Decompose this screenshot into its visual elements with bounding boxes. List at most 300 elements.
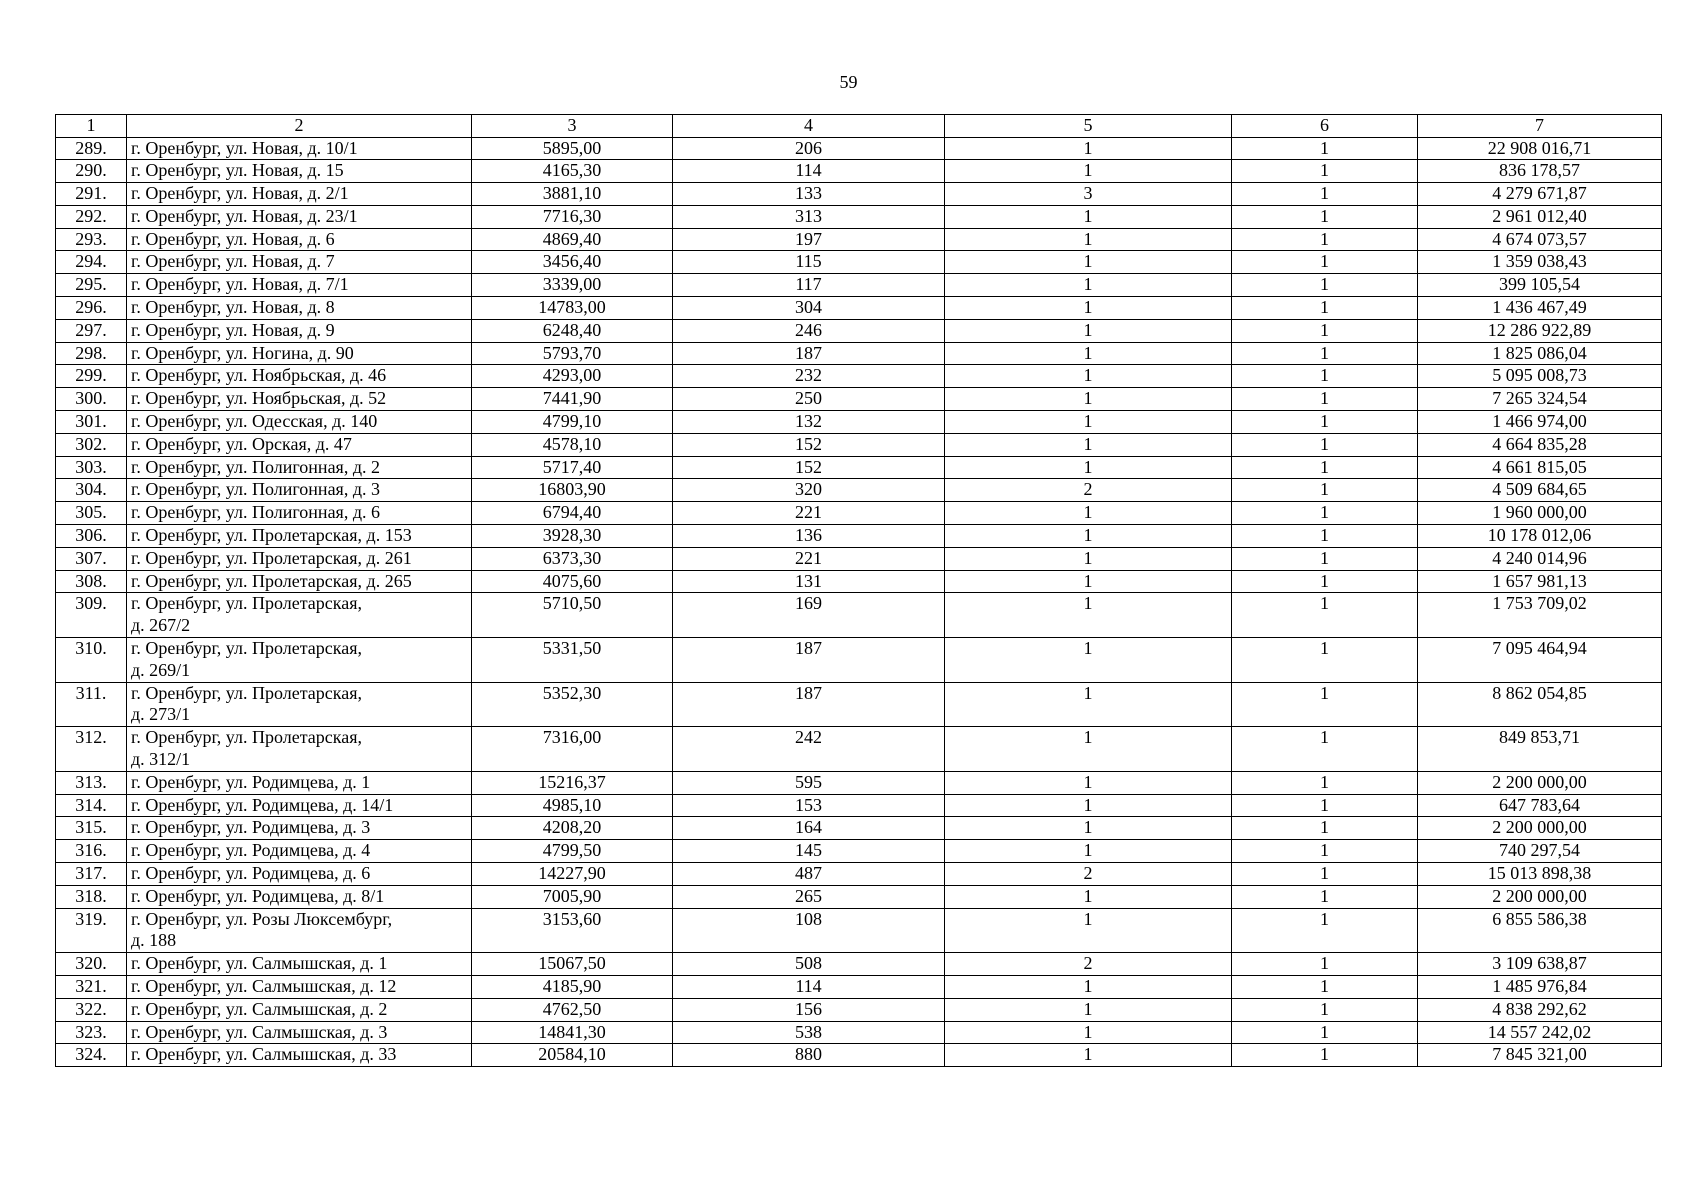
col7-value: 7 265 324,54 (1418, 388, 1662, 411)
col3-value: 4293,00 (472, 365, 673, 388)
col5-value: 2 (945, 953, 1232, 976)
col5-value: 1 (945, 975, 1232, 998)
col7-value: 8 862 054,85 (1418, 682, 1662, 727)
col5-value: 1 (945, 727, 1232, 772)
address-cell (127, 502, 472, 525)
address-line: г. Оренбург, ул. Родимцева, д. 3 (131, 817, 371, 838)
row-number: 314. (56, 794, 127, 817)
col4-value: 133 (673, 183, 945, 206)
table-row (56, 411, 1662, 434)
col3-value: 14783,00 (472, 297, 673, 320)
col7-value: 836 178,57 (1418, 160, 1662, 183)
row-number: 299. (56, 365, 127, 388)
row-number: 323. (56, 1021, 127, 1044)
row-number: 317. (56, 863, 127, 886)
col3-value: 3456,40 (472, 251, 673, 274)
col3-value: 14841,30 (472, 1021, 673, 1044)
col3-value: 3153,60 (472, 908, 673, 953)
address-line: г. Оренбург, ул. Ноябрьская, д. 46 (131, 365, 387, 386)
row-number: 303. (56, 456, 127, 479)
col5-value: 1 (945, 998, 1232, 1021)
col3-value: 4075,60 (472, 570, 673, 593)
col5-value: 1 (945, 885, 1232, 908)
col4-value: 595 (673, 771, 945, 794)
col7-value: 15 013 898,38 (1418, 863, 1662, 886)
col4-value: 117 (673, 274, 945, 297)
col3-value: 7441,90 (472, 388, 673, 411)
registry-table (55, 114, 1662, 1067)
col6-value: 1 (1232, 456, 1418, 479)
address-cell (127, 593, 472, 638)
col4-value: 164 (673, 817, 945, 840)
col7-value: 740 297,54 (1418, 840, 1662, 863)
table-row (56, 771, 1662, 794)
col6-value: 1 (1232, 479, 1418, 502)
col6-value: 1 (1232, 727, 1418, 772)
col5-value: 1 (945, 160, 1232, 183)
row-number: 304. (56, 479, 127, 502)
col6-value: 1 (1232, 908, 1418, 953)
col7-value: 2 961 012,40 (1418, 205, 1662, 228)
col4-value: 114 (673, 975, 945, 998)
address-line: г. Оренбург, ул. Полигонная, д. 6 (131, 502, 380, 523)
table-header (56, 115, 1662, 138)
col5-value: 1 (945, 1044, 1232, 1067)
header-col-7: 7 (1418, 115, 1662, 138)
row-number: 315. (56, 817, 127, 840)
address-line: г. Оренбург, ул. Новая, д. 8 (131, 297, 335, 318)
address-line: г. Оренбург, ул. Одесская, д. 140 (131, 411, 378, 432)
table-row (56, 388, 1662, 411)
table-row (56, 160, 1662, 183)
row-number: 320. (56, 953, 127, 976)
col5-value: 1 (945, 342, 1232, 365)
row-number: 289. (56, 137, 127, 160)
address-line: г. Оренбург, ул. Новая, д. 6 (131, 228, 335, 249)
col7-value: 7 845 321,00 (1418, 1044, 1662, 1067)
row-number: 309. (56, 593, 127, 638)
col3-value: 3881,10 (472, 183, 673, 206)
col7-value: 4 509 684,65 (1418, 479, 1662, 502)
row-number: 291. (56, 183, 127, 206)
address-line: г. Оренбург, ул. Салмышская, д. 12 (131, 975, 397, 996)
address-cell (127, 365, 472, 388)
col6-value: 1 (1232, 547, 1418, 570)
col6-value: 1 (1232, 975, 1418, 998)
col5-value: 1 (945, 228, 1232, 251)
col3-value: 20584,10 (472, 1044, 673, 1067)
col5-value: 1 (945, 274, 1232, 297)
col7-value: 1 485 976,84 (1418, 975, 1662, 998)
col5-value: 1 (945, 908, 1232, 953)
table-body (56, 137, 1662, 1067)
address-line: г. Оренбург, ул. Пролетарская, д. 153 (131, 525, 412, 546)
col3-value: 5717,40 (472, 456, 673, 479)
address-cell (127, 479, 472, 502)
table-row (56, 570, 1662, 593)
col6-value: 1 (1232, 771, 1418, 794)
col6-value: 1 (1232, 953, 1418, 976)
address-cell (127, 840, 472, 863)
col3-value: 15067,50 (472, 953, 673, 976)
col3-value: 6248,40 (472, 319, 673, 342)
col4-value: 152 (673, 433, 945, 456)
address-cell (127, 160, 472, 183)
address-line: г. Оренбург, ул. Родимцева, д. 6 (131, 863, 371, 883)
row-number: 294. (56, 251, 127, 274)
table-row (56, 456, 1662, 479)
col6-value: 1 (1232, 433, 1418, 456)
address-line-continued: д. 188 (131, 930, 177, 951)
col4-value: 187 (673, 682, 945, 727)
row-number: 292. (56, 205, 127, 228)
col4-value: 187 (673, 342, 945, 365)
col5-value: 1 (945, 682, 1232, 727)
header-col-5: 5 (945, 115, 1232, 138)
col3-value: 4985,10 (472, 794, 673, 817)
table-row (56, 525, 1662, 548)
address-line: г. Оренбург, ул. Родимцева, д. 14/1 (131, 794, 394, 815)
address-line: г. Оренбург, ул. Новая, д. 9 (131, 319, 335, 340)
address-line: г. Оренбург, ул. Ногина, д. 90 (131, 342, 354, 363)
address-line: г. Оренбург, ул. Пролетарская, д. 265 (131, 570, 412, 591)
col7-value: 4 674 073,57 (1418, 228, 1662, 251)
col7-value: 1 436 467,49 (1418, 297, 1662, 320)
col6-value: 1 (1232, 570, 1418, 593)
col4-value: 114 (673, 160, 945, 183)
col4-value: 187 (673, 638, 945, 683)
col5-value: 1 (945, 297, 1232, 320)
address-cell (127, 817, 472, 840)
address-line: г. Оренбург, ул. Новая, д. 23/1 (131, 205, 358, 226)
address-cell (127, 975, 472, 998)
address-cell (127, 863, 472, 886)
address-line: г. Оренбург, ул. Пролетарская, (131, 638, 363, 659)
col4-value: 153 (673, 794, 945, 817)
address-line-continued: д. 267/2 (131, 615, 191, 636)
col7-value: 399 105,54 (1418, 274, 1662, 297)
col6-value: 1 (1232, 411, 1418, 434)
address-cell (127, 638, 472, 683)
col7-value: 12 286 922,89 (1418, 319, 1662, 342)
col3-value: 4869,40 (472, 228, 673, 251)
table-row (56, 817, 1662, 840)
table-row (56, 479, 1662, 502)
col3-value: 3339,00 (472, 274, 673, 297)
col4-value: 232 (673, 365, 945, 388)
table-row (56, 908, 1662, 953)
row-number: 295. (56, 274, 127, 297)
header-col-6: 6 (1232, 115, 1418, 138)
col5-value: 1 (945, 388, 1232, 411)
col3-value: 4185,90 (472, 975, 673, 998)
col4-value: 169 (673, 593, 945, 638)
row-number: 290. (56, 160, 127, 183)
col7-value: 4 838 292,62 (1418, 998, 1662, 1021)
address-cell (127, 998, 472, 1021)
row-number: 305. (56, 502, 127, 525)
col3-value: 7716,30 (472, 205, 673, 228)
col3-value: 3928,30 (472, 525, 673, 548)
col5-value: 1 (945, 365, 1232, 388)
address-cell (127, 547, 472, 570)
col3-value: 6373,30 (472, 547, 673, 570)
col7-value: 1 753 709,02 (1418, 593, 1662, 638)
col7-value: 5 095 008,73 (1418, 365, 1662, 388)
table-row (56, 727, 1662, 772)
col4-value: 487 (673, 863, 945, 886)
table-row (56, 183, 1662, 206)
col3-value: 5793,70 (472, 342, 673, 365)
col5-value: 2 (945, 863, 1232, 886)
row-number: 293. (56, 228, 127, 251)
col5-value: 1 (945, 433, 1232, 456)
table-row (56, 205, 1662, 228)
address-cell (127, 908, 472, 953)
address-cell (127, 456, 472, 479)
col4-value: 246 (673, 319, 945, 342)
address-line-continued: д. 312/1 (131, 749, 191, 770)
col5-value: 1 (945, 319, 1232, 342)
row-number: 302. (56, 433, 127, 456)
col5-value: 1 (945, 205, 1232, 228)
col4-value: 242 (673, 727, 945, 772)
row-number: 306. (56, 525, 127, 548)
table-row (56, 547, 1662, 570)
address-line: г. Оренбург, ул. Салмышская, д. 33 (131, 1044, 397, 1065)
table-row (56, 794, 1662, 817)
col5-value: 1 (945, 456, 1232, 479)
col7-value: 10 178 012,06 (1418, 525, 1662, 548)
address-line: г. Оренбург, ул. Розы Люксембург, (131, 908, 393, 929)
col7-value: 2 200 000,00 (1418, 771, 1662, 794)
col6-value: 1 (1232, 638, 1418, 683)
col6-value: 1 (1232, 593, 1418, 638)
table-row (56, 1021, 1662, 1044)
address-line: г. Оренбург, ул. Новая, д. 7 (131, 251, 335, 272)
col6-value: 1 (1232, 137, 1418, 160)
col3-value: 5710,50 (472, 593, 673, 638)
header-col-3: 3 (472, 115, 673, 138)
address-cell (127, 319, 472, 342)
row-number: 316. (56, 840, 127, 863)
row-number: 312. (56, 727, 127, 772)
col6-value: 1 (1232, 1021, 1418, 1044)
col4-value: 250 (673, 388, 945, 411)
col5-value: 1 (945, 771, 1232, 794)
address-line: г. Оренбург, ул. Ноябрьская, д. 52 (131, 388, 387, 409)
table-row (56, 342, 1662, 365)
col7-value: 2 200 000,00 (1418, 817, 1662, 840)
col7-value: 7 095 464,94 (1418, 638, 1662, 683)
address-cell (127, 411, 472, 434)
address-cell (127, 433, 472, 456)
address-cell (127, 183, 472, 206)
table-row (56, 638, 1662, 683)
address-cell (127, 228, 472, 251)
table-row (56, 297, 1662, 320)
row-number: 313. (56, 771, 127, 794)
col3-value: 4165,30 (472, 160, 673, 183)
col4-value: 313 (673, 205, 945, 228)
table-row (56, 863, 1662, 886)
col3-value: 4578,10 (472, 433, 673, 456)
table-row (56, 319, 1662, 342)
col3-value: 7005,90 (472, 885, 673, 908)
col7-value: 4 664 835,28 (1418, 433, 1662, 456)
col7-value: 4 279 671,87 (1418, 183, 1662, 206)
address-cell (127, 205, 472, 228)
col3-value: 5331,50 (472, 638, 673, 683)
col6-value: 1 (1232, 682, 1418, 727)
col5-value: 1 (945, 502, 1232, 525)
address-line: г. Оренбург, ул. Новая, д. 7/1 (131, 274, 349, 295)
col7-value: 3 109 638,87 (1418, 953, 1662, 976)
table-row (56, 998, 1662, 1021)
address-cell (127, 682, 472, 727)
col7-value: 1 657 981,13 (1418, 570, 1662, 593)
col7-value: 4 240 014,96 (1418, 547, 1662, 570)
row-number: 298. (56, 342, 127, 365)
address-cell (127, 274, 472, 297)
address-cell (127, 771, 472, 794)
col7-value: 647 783,64 (1418, 794, 1662, 817)
row-number: 297. (56, 319, 127, 342)
col6-value: 1 (1232, 840, 1418, 863)
row-number: 301. (56, 411, 127, 434)
col4-value: 508 (673, 953, 945, 976)
col7-value: 1 825 086,04 (1418, 342, 1662, 365)
address-line: г. Оренбург, ул. Салмышская, д. 2 (131, 998, 388, 1019)
col5-value: 3 (945, 183, 1232, 206)
header-col-4: 4 (673, 115, 945, 138)
col3-value: 4799,10 (472, 411, 673, 434)
table-row (56, 228, 1662, 251)
row-number: 311. (56, 682, 127, 727)
table-row (56, 274, 1662, 297)
col4-value: 156 (673, 998, 945, 1021)
address-cell (127, 342, 472, 365)
col4-value: 152 (673, 456, 945, 479)
address-cell (127, 525, 472, 548)
address-line: г. Оренбург, ул. Родимцева, д. 1 (131, 771, 371, 792)
address-line: г. Оренбург, ул. Салмышская, д. 1 (131, 953, 388, 974)
col6-value: 1 (1232, 365, 1418, 388)
address-line: г. Оренбург, ул. Полигонная, д. 2 (131, 456, 380, 477)
col3-value: 4762,50 (472, 998, 673, 1021)
address-line: г. Оренбург, ул. Новая, д. 15 (131, 160, 344, 181)
address-cell (127, 297, 472, 320)
col7-value: 1 960 000,00 (1418, 502, 1662, 525)
address-line: г. Оренбург, ул. Новая, д. 2/1 (131, 183, 349, 204)
row-number: 324. (56, 1044, 127, 1067)
col6-value: 1 (1232, 1044, 1418, 1067)
table-row (56, 502, 1662, 525)
col3-value: 16803,90 (472, 479, 673, 502)
col3-value: 4799,50 (472, 840, 673, 863)
row-number: 307. (56, 547, 127, 570)
col6-value: 1 (1232, 863, 1418, 886)
address-cell (127, 794, 472, 817)
col4-value: 131 (673, 570, 945, 593)
row-number: 310. (56, 638, 127, 683)
address-line: г. Оренбург, ул. Пролетарская, д. 261 (131, 547, 412, 568)
table-row (56, 953, 1662, 976)
col5-value: 1 (945, 1021, 1232, 1044)
address-cell (127, 1021, 472, 1044)
col4-value: 136 (673, 525, 945, 548)
col3-value: 5352,30 (472, 682, 673, 727)
address-line: г. Оренбург, ул. Пролетарская, (131, 727, 363, 748)
col5-value: 1 (945, 593, 1232, 638)
header-col-2: 2 (127, 115, 472, 138)
col4-value: 206 (673, 137, 945, 160)
col3-value: 15216,37 (472, 771, 673, 794)
col5-value: 1 (945, 525, 1232, 548)
col7-value: 22 908 016,71 (1418, 137, 1662, 160)
col7-value: 2 200 000,00 (1418, 885, 1662, 908)
address-line: г. Оренбург, ул. Орская, д. 47 (131, 433, 352, 454)
header-col-1: 1 (56, 115, 127, 138)
col3-value: 4208,20 (472, 817, 673, 840)
row-number: 296. (56, 297, 127, 320)
col3-value: 7316,00 (472, 727, 673, 772)
address-line: г. Оренбург, ул. Новая, д. 10/1 (131, 137, 358, 158)
col7-value: 849 853,71 (1418, 727, 1662, 772)
col4-value: 145 (673, 840, 945, 863)
table-row (56, 885, 1662, 908)
col6-value: 1 (1232, 342, 1418, 365)
address-cell (127, 953, 472, 976)
col6-value: 1 (1232, 817, 1418, 840)
col4-value: 197 (673, 228, 945, 251)
col7-value: 6 855 586,38 (1418, 908, 1662, 953)
address-line-continued: д. 273/1 (131, 704, 191, 725)
col4-value: 132 (673, 411, 945, 434)
col6-value: 1 (1232, 998, 1418, 1021)
address-cell (127, 570, 472, 593)
address-cell (127, 137, 472, 160)
col6-value: 1 (1232, 525, 1418, 548)
table-row (56, 433, 1662, 456)
col6-value: 1 (1232, 228, 1418, 251)
table-row (56, 365, 1662, 388)
address-cell (127, 885, 472, 908)
col4-value: 304 (673, 297, 945, 320)
col6-value: 1 (1232, 274, 1418, 297)
table-row (56, 137, 1662, 160)
col5-value: 1 (945, 817, 1232, 840)
col6-value: 1 (1232, 319, 1418, 342)
col4-value: 115 (673, 251, 945, 274)
table-row (56, 840, 1662, 863)
col7-value: 14 557 242,02 (1418, 1021, 1662, 1044)
col6-value: 1 (1232, 794, 1418, 817)
col7-value: 4 661 815,05 (1418, 456, 1662, 479)
row-number: 308. (56, 570, 127, 593)
address-cell (127, 727, 472, 772)
col5-value: 2 (945, 479, 1232, 502)
address-line: г. Оренбург, ул. Полигонная, д. 3 (131, 479, 380, 500)
col3-value: 6794,40 (472, 502, 673, 525)
col4-value: 108 (673, 908, 945, 953)
col6-value: 1 (1232, 183, 1418, 206)
address-cell (127, 1044, 472, 1067)
header-row (56, 115, 1662, 138)
row-number: 322. (56, 998, 127, 1021)
col6-value: 1 (1232, 388, 1418, 411)
address-cell (127, 388, 472, 411)
